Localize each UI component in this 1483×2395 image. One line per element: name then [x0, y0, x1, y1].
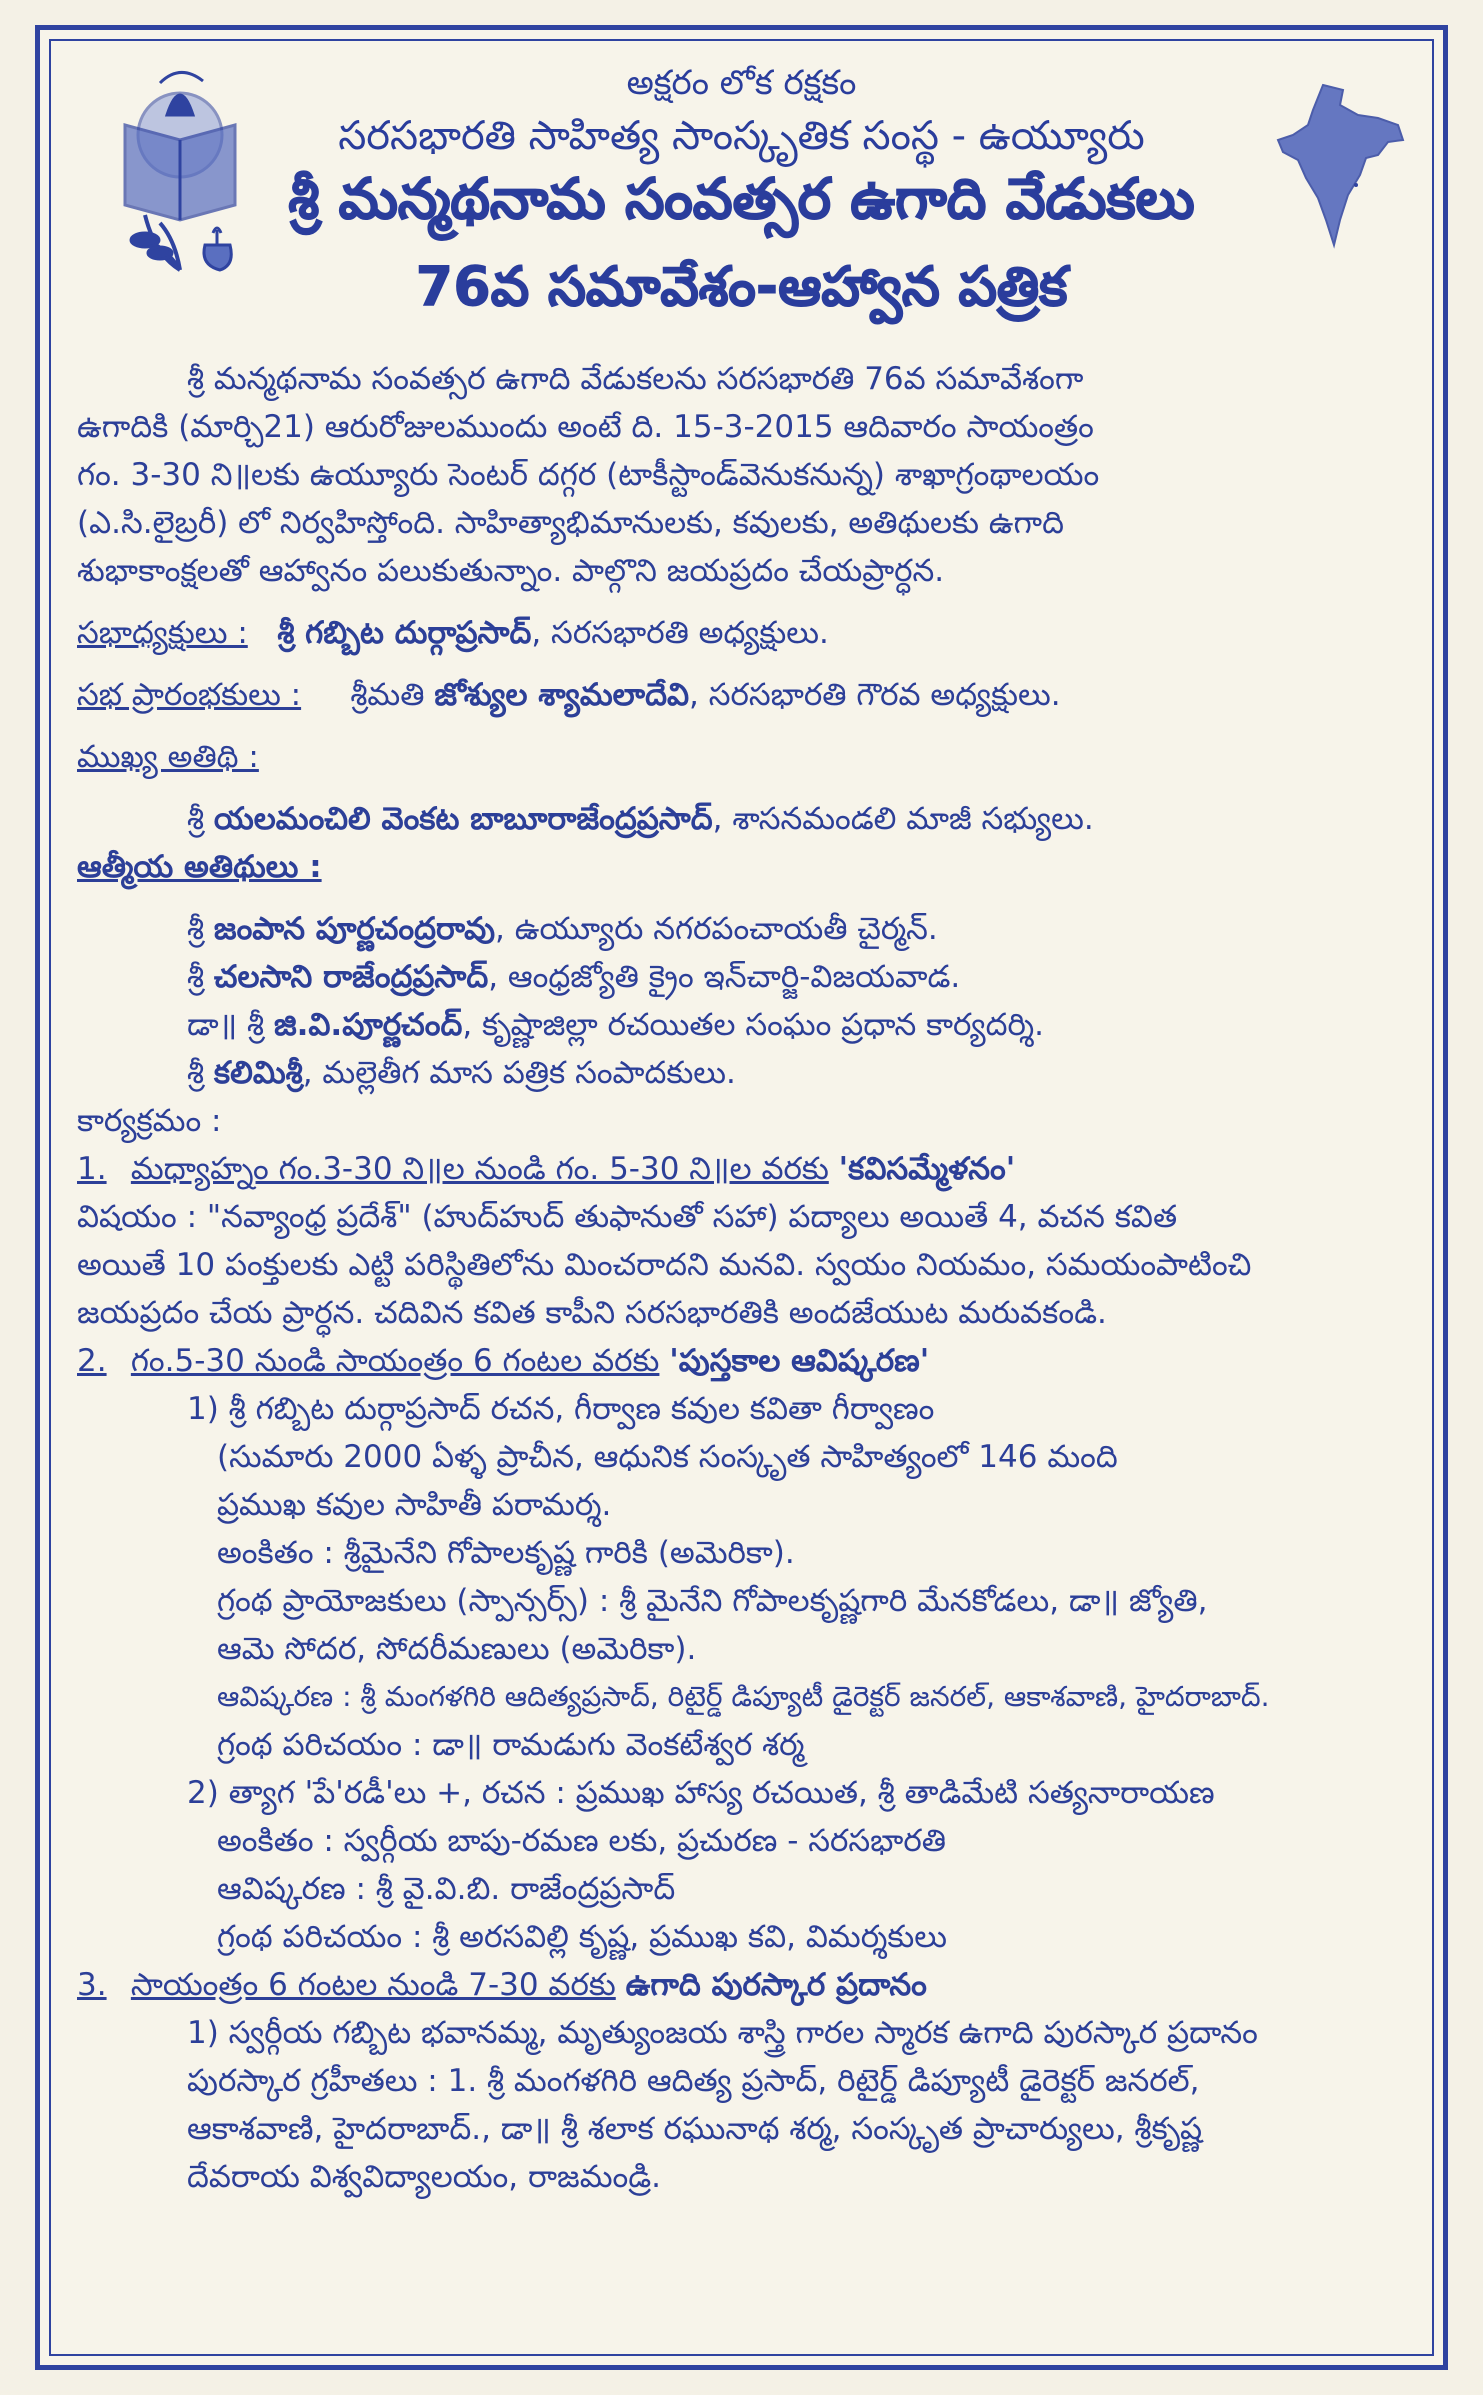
guest-name: జి.వి.పూర్ణచంద్ — [273, 1007, 463, 1043]
item-number: 2. — [77, 1343, 107, 1379]
inaugurator-name: జోశ్యుల శ్యామలాదేవి — [434, 677, 690, 713]
inaugurator-line — [77, 671, 1406, 719]
guests-label: ఆత్మీయ అతిథులు : — [77, 849, 322, 885]
book1-line: 1) శ్రీ గబ్బిట దుర్గాప్రసాద్ రచన, గీర్వాణ కవుల కవితా గీర్వాణం — [187, 1391, 935, 1427]
award-line: ఆకాశవాణి, హైదరాబాద్., డా॥ శ్రీ శలాక రఘునాథ శర్మ, సంస్కృత ప్రాచార్యులు, శ్రీకృష్ణ — [187, 2111, 1203, 2147]
guest-line — [77, 905, 1406, 953]
item-time: మధ్యాహ్నం గం.3-30 ని॥ల నుండి గం. 5-30 ని॥ల వరకు — [130, 1151, 829, 1187]
award-line: దేవరాయ విశ్వవిద్యాలయం, రాజమండ్రి. — [187, 2159, 662, 2195]
item-number: 3. — [77, 1967, 107, 2003]
intro-line: గం. 3-30 ని॥లకు ఉయ్యూరు సెంటర్ దగ్గర (టాకీస్టాండ్‌వెనుకనున్న) శాఖాగ్రంథాలయం — [77, 457, 1100, 493]
chief-guest-role: , శాసనమండలి మాజీ సభ్యులు. — [712, 801, 1094, 837]
intro-line: శుభాకాంక్షలతో ఆహ్వానం పలుకుతున్నాం. పాల్గొని జయప్రదం చేయప్రార్ధన. — [77, 553, 945, 589]
item-title: 'పుస్తకాల ఆవిష్కరణ' — [669, 1343, 930, 1379]
program-label: కార్యక్రమం : — [77, 1103, 222, 1139]
guest-name: చలసాని రాజేంద్రప్రసాద్ — [213, 959, 489, 995]
subject-line: అయితే 10 పంక్తులకు ఎట్టి పరిస్థితిలోను మించరాదని మనవి. స్వయం నియమం, సమయంపాటించి — [77, 1247, 1252, 1283]
presider-line — [77, 609, 1406, 657]
chief-guest-label: ముఖ్య అతిథి : — [77, 739, 259, 775]
program-item-2-heading — [77, 1337, 1406, 1385]
invitation-card — [35, 25, 1448, 2370]
intro-line: (ఎ.సి.లైబ్రరీ) లో నిర్వహిస్తోంది. సాహిత్యాభిమానులకు, కవులకు, అతిథులకు ఉగాది — [77, 505, 1064, 541]
inaugurator-role: , సరసభారతి గౌరవ అధ్యక్షులు. — [689, 677, 1061, 713]
organization-name: సరసభారతి సాహిత్య సాంస్కృతిక సంస్థ - ఉయ్యూరు — [338, 113, 1145, 159]
guest-prefix: శ్రీ — [187, 959, 205, 995]
book2-line: 2) త్యాగ 'పే'రడీ'లు +, రచన : ప్రముఖ హాస్య రచయిత, శ్రీ తాడిమేటి సత్యనారాయణ — [187, 1775, 1215, 1811]
book1-line: ప్రముఖ కవుల సాహితీ పరామర్శ. — [217, 1487, 612, 1523]
inaugurator-prefix: శ్రీమతి — [350, 677, 425, 713]
book2-intro: గ్రంథ పరిచయం : శ్రీ అరసవిల్లి కృష్ణ, ప్రముఖ కవి, విమర్శకులు — [217, 1919, 947, 1955]
subject-line: జయప్రదం చేయ ప్రార్ధన. చదివిన కవిత కాపీని సరసభారతికి అందజేయుట మరువకండి. — [77, 1295, 1107, 1331]
invitation-body — [77, 355, 1406, 2201]
program-item-1-heading — [77, 1145, 1406, 1193]
subject-line: విషయం : "నవ్యాంధ్ర ప్రదేశ్" (హుద్‌హుద్ తుఫానుతో సహా) పద్యాలు అయితే 4, వచన కవిత — [77, 1199, 1178, 1235]
inaugurator-label: సభ ప్రారంభకులు : — [77, 677, 302, 713]
program-label-line — [77, 1097, 1406, 1145]
event-title: శ్రీ మన్మథనామ సంవత్సర ఉగాది వేడుకలు — [288, 167, 1195, 232]
intro-line: ఉగాదికి (మార్చి21) ఆరురోజులముందు అంటే ది. 15-3-2015 ఆదివారం సాయంత్రం — [77, 409, 1094, 445]
award-line: పురస్కార గ్రహీతలు : 1. శ్రీ మంగళగిరి ఆదిత్య ప్రసాద్, రిటైర్డ్ డిప్యూటీ డైరెక్టర్ జనరల్, — [187, 2063, 1200, 2099]
book2-release: ఆవిష్కరణ : శ్రీ వై.వి.బి. రాజేంద్రప్రసాద్ — [217, 1871, 676, 1907]
item-time: గం.5-30 నుండి సాయంత్రం 6 గంటల వరకు — [130, 1343, 660, 1379]
intro-paragraph — [77, 355, 1406, 595]
program-item-3-heading — [77, 1961, 1406, 2009]
book1-release: ఆవిష్కరణ : శ్రీ మంగళగిరి ఆదిత్యప్రసాద్, రిటైర్డ్ డిప్యూటీ డైరెక్టర్ జనరల్, ఆకాశవాణి, హైదరాబాద్. — [217, 1680, 1270, 1713]
guest-prefix: శ్రీ — [187, 1055, 205, 1091]
guest-name: కలిమిశ్రీ — [213, 1055, 303, 1091]
guest-role: , కృష్ణాజిల్లా రచయితల సంఘం ప్రధాన కార్యదర్శి. — [462, 1007, 1044, 1043]
item-title: 'కవిసమ్మేళనం' — [838, 1151, 1016, 1187]
guests-label-line — [77, 843, 1406, 891]
chief-guest-name: యలమంచిలి వెంకట బాబూరాజేంద్రప్రసాద్ — [213, 801, 713, 837]
chief-guest-label-line — [77, 733, 1406, 781]
guest-role: , ఉయ్యూరు నగరపంచాయతీ చైర్మన్. — [495, 911, 938, 947]
chief-guest-line — [77, 795, 1406, 843]
item-time: సాయంత్రం 6 గంటల నుండి 7-30 వరకు — [130, 1967, 616, 2003]
guest-line — [77, 1049, 1406, 1097]
book1-sponsors: ఆమె సోదర, సోదరీమణులు (అమెరికా). — [217, 1631, 697, 1667]
guest-role: , ఆంధ్రజ్యోతి క్రైం ఇన్‌చార్జి-విజయవాడ. — [488, 959, 961, 995]
presider-label: సభాధ్యక్షులు : — [77, 615, 248, 651]
book1-intro: గ్రంథ పరిచయం : డా॥ రామడుగు వెంకటేశ్వర శర్మ — [217, 1727, 805, 1763]
intro-line: శ్రీ మన్మథనామ సంవత్సర ఉగాది వేడుకలను సరసభారతి 76వ సమావేశంగా — [187, 361, 1084, 397]
guest-prefix: శ్రీ — [187, 911, 205, 947]
chief-guest-prefix: శ్రీ — [187, 801, 205, 837]
guest-line — [77, 953, 1406, 1001]
guest-role: , మల్లెతీగ మాస పత్రిక సంపాదకులు. — [302, 1055, 736, 1091]
book1-sponsors: గ్రంథ ప్రాయోజకులు (స్పాన్సర్స్) : శ్రీ మైనేని గోపాలకృష్ణగారి మేనకోడలు, డా॥ జ్యోతి, — [217, 1583, 1208, 1619]
invitation-subtitle: 76వ సమావేశం-ఆహ్వాన పత్రిక — [415, 255, 1068, 318]
item-number: 1. — [77, 1151, 107, 1187]
presider-name: శ్రీ గబ్బిట దుర్గాప్రసాద్ — [277, 615, 532, 651]
guest-line — [77, 1001, 1406, 1049]
presider-role: , సరసభారతి అధ్యక్షులు. — [531, 615, 829, 651]
award-line: 1) స్వర్గీయ గబ్బిట భవానమ్మ, మృత్యుంజయ శాస్త్రి గారల స్మారక ఉగాది పురస్కార ప్రదానం — [187, 2015, 1258, 2051]
guest-prefix: డా॥ శ్రీ — [187, 1007, 265, 1043]
book1-line: (సుమారు 2000 ఏళ్ళ ప్రాచీన, ఆధునిక సంస్కృత సాహిత్యంలో 146 మంది — [217, 1439, 1118, 1475]
motto: అక్షరం లోక రక్షకం — [626, 63, 857, 103]
item-title: ఉగాది పురస్కార ప్రదానం — [625, 1967, 927, 2003]
guest-name: జంపాన పూర్ణచంద్రరావు — [213, 911, 496, 947]
book1-dedication: అంకితం : శ్రీమైనేని గోపాలకృష్ణ గారికి (అమెరికా). — [217, 1535, 795, 1571]
book2-dedication: అంకితం : స్వర్గీయ బాపు-రమణ లకు, ప్రచురణ - సరసభారతి — [217, 1823, 947, 1859]
